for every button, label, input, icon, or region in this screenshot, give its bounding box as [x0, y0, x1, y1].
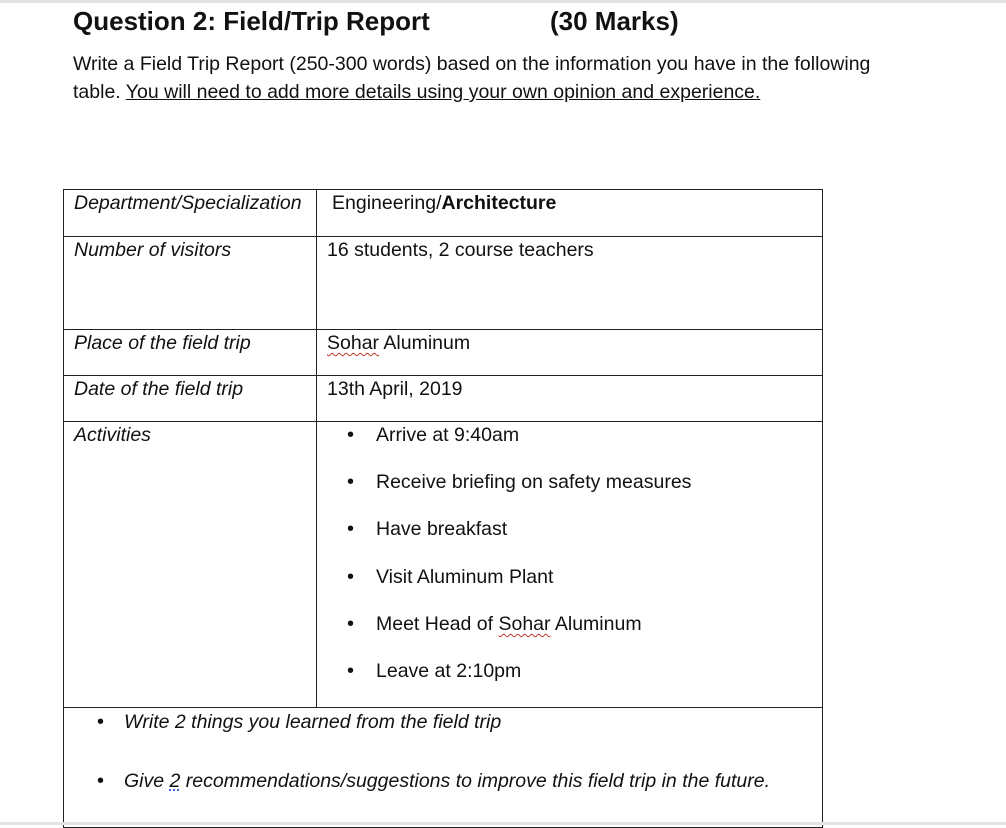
department-value-bold: Architecture [441, 192, 557, 214]
department-label: Department/Specialization [64, 190, 317, 237]
task2-grammar-mark[interactable]: 2 [169, 770, 181, 792]
list-item: • Write 2 things you learned from the field trip [64, 709, 822, 768]
instructions-line-2 [73, 78, 933, 106]
table-row-activities [64, 422, 823, 708]
visitors-value: 16 students, 2 course teachers [317, 237, 823, 330]
tasks-list [64, 709, 822, 794]
task2-before: Give [124, 770, 170, 792]
list-item: • Leave at 2:10pm [317, 658, 822, 705]
page-top-border [0, 0, 1006, 3]
table-row-visitors [64, 237, 823, 330]
instructions-underlined-text: You will need to add more details using your own opinion and experience. [125, 81, 761, 103]
tasks-cell [64, 708, 823, 828]
task2-after: recommendations/suggestions to improve this field trip in the future. [180, 770, 771, 792]
field-trip-table [63, 189, 823, 828]
table-row-date [64, 376, 823, 422]
list-item: • Receive briefing on safety measures [317, 469, 822, 516]
place-value [317, 330, 823, 376]
place-label: Place of the field trip [64, 330, 317, 376]
instructions-line-2-text: table. [73, 81, 126, 103]
list-item: • Arrive at 9:40am [317, 422, 822, 469]
question-marks: (30 Marks) [550, 6, 679, 36]
instructions-line-1: Write a Field Trip Report (250-300 words) based on the information you have in the following [73, 53, 871, 75]
visitors-label: Number of visitors [64, 237, 317, 330]
department-value-plain: Engineering/ [332, 192, 442, 214]
head-item-before: Meet Head of [376, 612, 499, 635]
list-item [64, 768, 822, 794]
activities-value [317, 422, 823, 708]
head-item-spellcheck-word[interactable]: Sohar [498, 612, 551, 635]
place-value-spellcheck-word[interactable]: Sohar [327, 332, 380, 354]
table-row-tasks [64, 708, 823, 828]
date-value: 13th April, 2019 [317, 376, 823, 422]
question-heading [73, 6, 679, 37]
question-title: Question 2: Field/Trip Report [73, 6, 430, 36]
table-row-department [64, 190, 823, 237]
list-item [317, 611, 822, 658]
activities-label: Activities [64, 422, 317, 708]
list-item: • Visit Aluminum Plant [317, 564, 822, 611]
table-row-place [64, 330, 823, 376]
list-item: • Have breakfast [317, 516, 822, 563]
instructions [73, 50, 933, 106]
head-item-after: Aluminum [550, 612, 642, 635]
place-value-rest: Aluminum [379, 332, 471, 354]
activities-list [317, 422, 822, 705]
department-value [317, 190, 823, 237]
date-label: Date of the field trip [64, 376, 317, 422]
